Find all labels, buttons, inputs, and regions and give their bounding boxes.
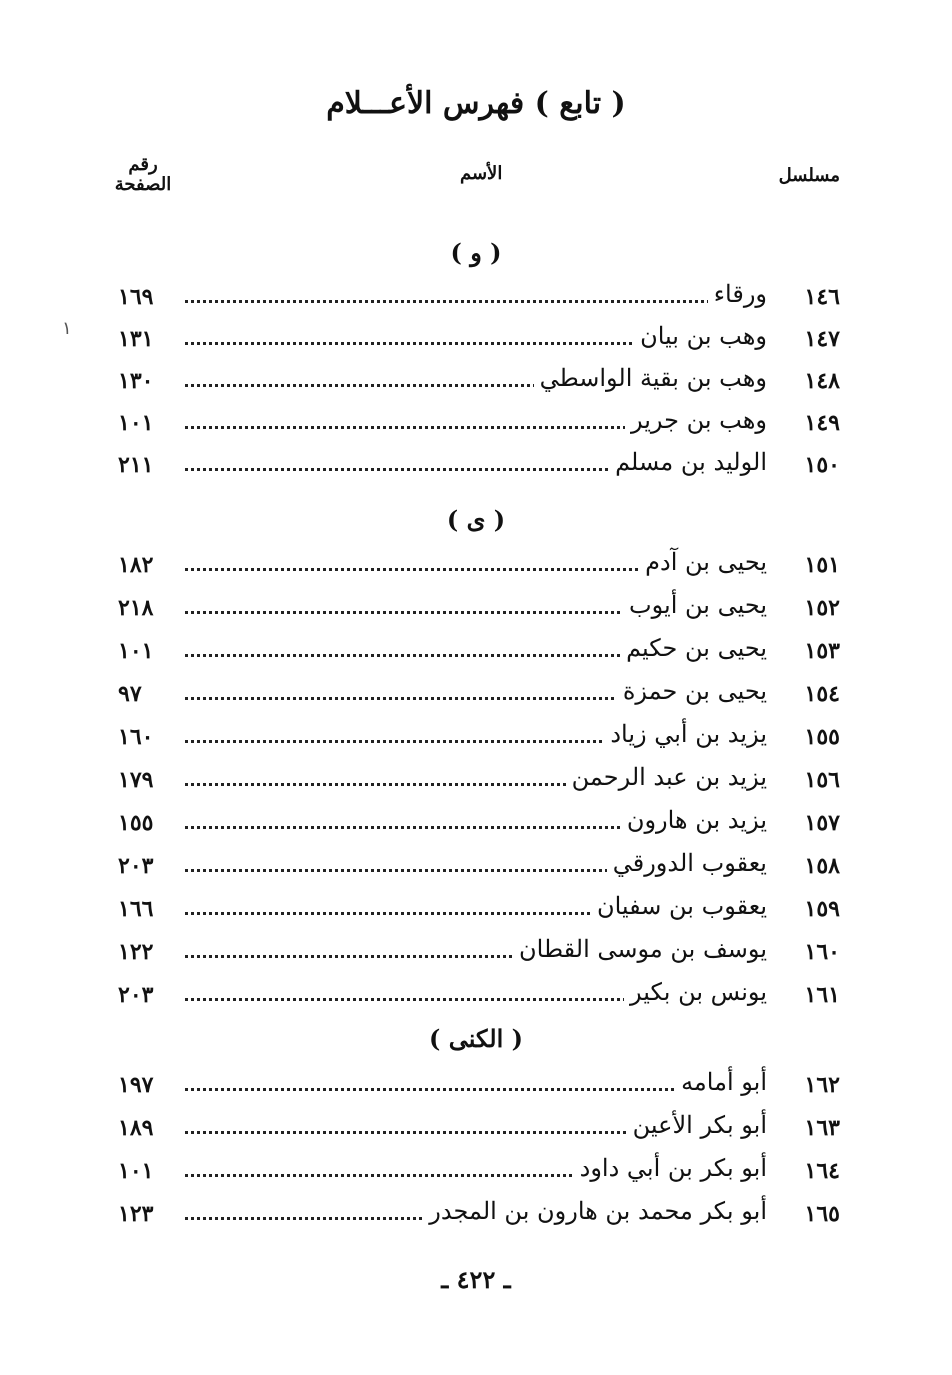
section-heading-kuna: ( الكنى ) [429,1024,523,1053]
entry-page: ١٩٧ [118,1072,154,1098]
entry-name: يزيد بن هارون [621,806,767,834]
entry-page: ٩٧ [118,681,142,707]
entry-serial: ١٥٢ [804,595,840,621]
page-number: ـ ٤٢٢ ـ [441,1265,511,1294]
section-heading-waw: ( و ) [450,238,502,267]
entry-page: ١٢٢ [118,939,154,965]
entry-page: ١٦٩ [118,284,154,310]
entry-name: أبو أمامه [675,1068,767,1096]
entry-serial: ١٦٣ [804,1115,840,1141]
entry-page: ١٣١ [118,326,154,352]
page-title: ( تابع ) فهرس الأعـــلام [326,86,626,121]
entry-serial: ١٦٢ [804,1072,840,1098]
entry-serial: ١٥٣ [804,638,840,664]
entry-serial: ١٤٦ [804,284,840,310]
index-entry [0,677,952,713]
leader-dots [185,300,764,303]
margin-mark: ١ [62,318,72,339]
entry-name: وهب بن بقية الواسطي [534,364,767,392]
index-entry [0,1154,952,1190]
index-entry [0,322,952,358]
index-entry [0,720,952,756]
column-header-page [108,155,178,195]
entry-serial: ١٦٤ [804,1158,840,1184]
entry-page: ١٨٩ [118,1115,154,1141]
index-entry [0,806,952,842]
entry-name: يحيى بن حمزة [617,677,767,705]
entry-page: ١٣٠ [118,368,154,394]
entry-serial: ١٥١ [804,552,840,578]
index-entry [0,978,952,1014]
entry-page: ١٠١ [118,410,154,436]
entry-name: أبو بكر الأعين [627,1111,767,1139]
entry-page: ٢٠٣ [118,982,154,1008]
entry-name: يحيى بن حكيم [620,634,767,662]
entry-page: ١٦٦ [118,896,154,922]
index-entry [0,548,952,584]
index-entry [0,763,952,799]
entry-serial: ١٦٠ [804,939,840,965]
entry-page: ٢١٨ [118,595,154,621]
index-entry [0,1068,952,1104]
entry-serial: ١٤٩ [804,410,840,436]
entry-name: يزيد بن أبي زياد [604,720,767,748]
index-entry [0,935,952,971]
entry-serial: ١٥٦ [804,767,840,793]
entry-name: يحيى بن أيوب [623,591,767,619]
column-header-page-line2: الصفحة [114,174,172,195]
index-entry [0,1197,952,1233]
entry-page: ٢١١ [118,452,154,478]
entry-serial: ١٥٧ [804,810,840,836]
index-entry [0,892,952,928]
entry-name: يزيد بن عبد الرحمن [566,763,767,791]
entry-page: ١٥٥ [118,810,154,836]
index-entry [0,849,952,885]
entry-serial: ١٥٨ [804,853,840,879]
entry-name: يعقوب الدورقي [607,849,767,877]
index-entry [0,1111,952,1147]
entry-serial: ١٥٩ [804,896,840,922]
entry-serial: ١٥٠ [804,452,840,478]
entry-name: أبو بكر محمد بن هارون بن المجدر [423,1197,767,1225]
index-entry [0,406,952,442]
entry-serial: ١٥٤ [804,681,840,707]
entry-name: أبو بكر بن أبي داود [574,1154,767,1182]
entry-serial: ١٤٧ [804,326,840,352]
entry-name: الوليد بن مسلم [609,448,767,476]
section-heading-ya: ( ى ) [446,505,506,534]
entry-name: وهب بن جرير [625,406,767,434]
index-entry [0,634,952,670]
entry-name: يعقوب بن سفيان [591,892,767,920]
column-header-serial: مسلسل [778,165,840,186]
index-entry [0,591,952,627]
index-entry [0,364,952,400]
entry-name: يوسف بن موسى القطان [513,935,767,963]
index-entry [0,448,952,484]
entry-page: ١٢٣ [118,1201,154,1227]
entry-serial: ١٤٨ [804,368,840,394]
entry-name: يونس بن بكير [624,978,767,1006]
column-header-name: الأسم [460,163,503,184]
entry-name: يحيى بن آدم [639,548,767,576]
entry-page: ١٠١ [118,1158,154,1184]
entry-page: ١٠١ [118,638,154,664]
entry-name: وهب بن بيان [634,322,767,350]
entry-serial: ١٦١ [804,982,840,1008]
entry-page: ٢٠٣ [118,853,154,879]
index-entry [0,280,952,316]
entry-page: ١٦٠ [118,724,154,750]
column-header-page-line1: رقم [128,154,158,175]
entry-page: ١٨٢ [118,552,154,578]
entry-serial: ١٥٥ [804,724,840,750]
entry-page: ١٧٩ [118,767,154,793]
entry-name: ورقاء [708,280,767,308]
entry-serial: ١٦٥ [804,1201,840,1227]
